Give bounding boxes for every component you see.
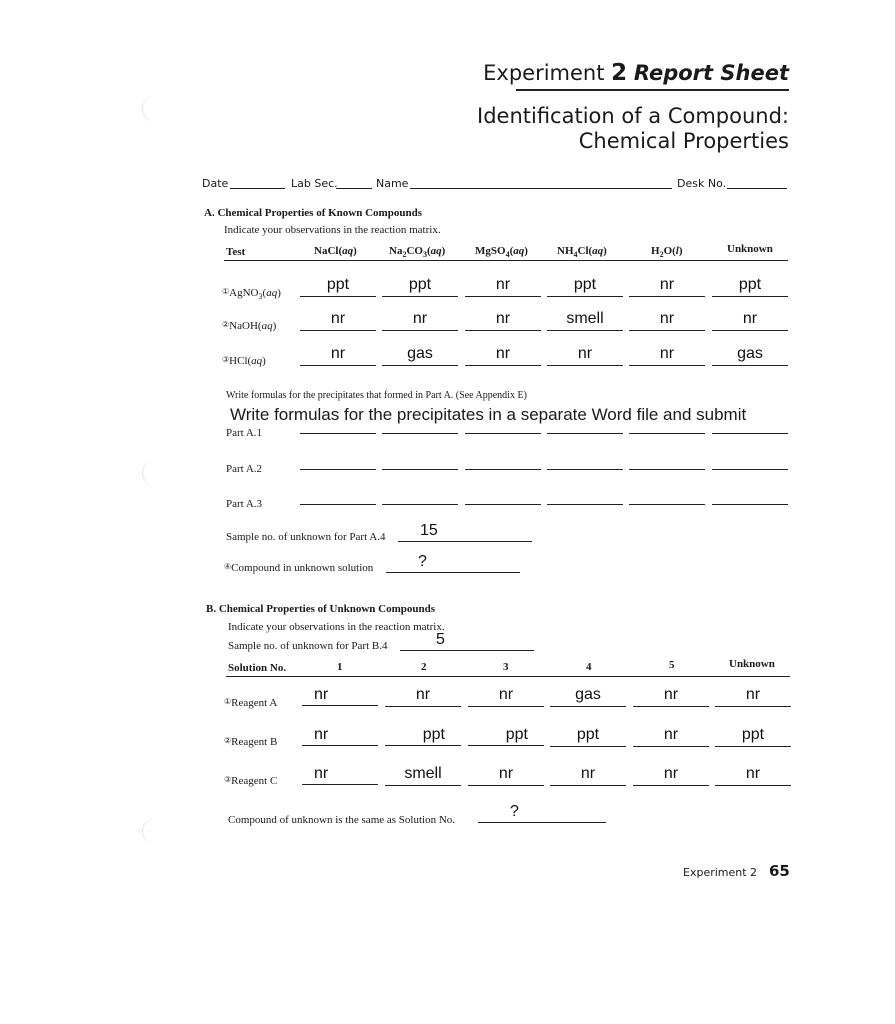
circled-number: ① — [224, 697, 232, 706]
column-header-solution: Solution No. — [228, 662, 287, 674]
part-a3-label: Part A.3 — [226, 498, 263, 510]
circled-number: ③ — [222, 355, 230, 364]
cell-a-1[interactable]: nr — [302, 686, 378, 706]
formula-blank[interactable] — [712, 433, 788, 434]
formula-blank[interactable] — [465, 469, 541, 470]
cell-hcl-unknown[interactable]: gas — [712, 345, 788, 366]
title-line-1: Identification of a Compound: — [477, 104, 789, 128]
compound-a-field[interactable]: ? — [386, 553, 520, 573]
part-a1-label: Part A.1 — [226, 427, 263, 439]
reagent-b-text: Reagent B — [231, 736, 278, 748]
row-label-reagent-a — [224, 697, 277, 709]
date-label: Date — [202, 177, 229, 190]
column-header-test: Test — [226, 246, 246, 258]
compound-b-label: Compound of unknown is the same as Solution No. — [228, 814, 456, 826]
report-sheet-label: Report Sheet — [633, 61, 789, 85]
cell-b-2[interactable]: ppt — [385, 726, 461, 746]
column-header-1: 1 — [337, 661, 343, 673]
compound-a-text: Compound in unknown solution — [231, 562, 374, 574]
formula-blank[interactable] — [300, 504, 376, 505]
column-header-5: 5 — [669, 659, 675, 671]
cell-naoh-nh4cl[interactable]: smell — [547, 310, 623, 331]
cell-agno3-unknown[interactable]: ppt — [712, 276, 788, 297]
desk-no-field[interactable] — [727, 188, 787, 189]
row-label-naoh: ②NaOH(aq) — [222, 320, 277, 332]
formula-blank[interactable] — [547, 433, 623, 434]
title-line-2: Chemical Properties — [578, 129, 789, 153]
formulas-prompt: Write formulas for the precipitates that formed in Part A. (See Appendix E) — [226, 390, 527, 401]
circled-number: ③ — [224, 775, 232, 784]
formula-blank[interactable] — [629, 433, 705, 434]
column-header-mgso4: MgSO$_4$(aq) — [475, 245, 528, 260]
formula-blank[interactable] — [300, 469, 376, 470]
part-a2-label: Part A.2 — [226, 463, 263, 475]
formula-blank[interactable] — [382, 504, 458, 505]
column-header-4: 4 — [586, 661, 592, 673]
formula-blank[interactable] — [382, 469, 458, 470]
cell-hcl-na2co3[interactable]: gas — [382, 345, 458, 366]
part-b-instruction: Indicate your observations in the reaction matrix. — [228, 621, 445, 633]
row-label-reagent-b — [224, 736, 277, 748]
circled-number: ④ — [224, 562, 232, 571]
circled-number: ② — [224, 736, 232, 745]
part-a-instruction: Indicate your observations in the reaction matrix. — [224, 224, 441, 236]
cell-hcl-h2o[interactable]: nr — [629, 345, 705, 366]
formula-blank[interactable] — [547, 469, 623, 470]
cell-c-1[interactable]: nr — [302, 765, 378, 785]
experiment-number: 2 — [611, 60, 628, 86]
cell-hcl-nacl[interactable]: nr — [300, 345, 376, 366]
row-label-hcl: ③HCl(aq) — [222, 355, 266, 367]
sample-b-label: Sample no. of unknown for Part B.4 — [228, 640, 388, 652]
cell-naoh-na2co3[interactable]: nr — [382, 310, 458, 331]
cell-b-1[interactable]: nr — [302, 726, 378, 746]
lab-sec-label: Lab Sec. — [291, 177, 338, 190]
footer-experiment: Experiment 2 — [683, 866, 758, 879]
cell-agno3-mgso4[interactable]: nr — [465, 276, 541, 297]
binder-hole — [142, 818, 169, 844]
name-label: Name — [376, 177, 409, 190]
formula-blank[interactable] — [547, 504, 623, 505]
cell-a-unknown[interactable]: nr — [715, 686, 791, 707]
cell-naoh-h2o[interactable]: nr — [629, 310, 705, 331]
column-header-2: 2 — [421, 661, 427, 673]
header-rule — [226, 676, 790, 677]
formula-blank[interactable] — [465, 433, 541, 434]
cell-b-unknown[interactable]: ppt — [715, 726, 791, 747]
cell-c-5[interactable]: nr — [633, 765, 709, 786]
circled-number: ① — [222, 287, 230, 296]
formula-blank[interactable] — [465, 504, 541, 505]
sample-b-field[interactable]: 5 — [400, 631, 534, 651]
column-header-nh4cl: $NH_4Cl(aq)$ — [557, 245, 607, 260]
column-header-3: 3 — [503, 661, 509, 673]
cell-naoh-unknown[interactable]: nr — [712, 310, 788, 331]
cell-b-5[interactable]: nr — [633, 726, 709, 747]
header-rule — [516, 89, 789, 91]
cell-hcl-nh4cl[interactable]: nr — [547, 345, 623, 366]
cell-agno3-h2o[interactable]: nr — [629, 276, 705, 297]
cell-naoh-nacl[interactable]: nr — [300, 310, 376, 331]
part-b-heading: B. Chemical Properties of Unknown Compounds — [206, 603, 435, 615]
formula-blank[interactable] — [629, 469, 705, 470]
experiment-word: Experiment — [483, 61, 605, 85]
column-header-unknown: Unknown — [727, 243, 773, 255]
date-field[interactable] — [230, 188, 285, 189]
column-header-unknown-b: Unknown — [729, 658, 775, 670]
page-number: 65 — [769, 862, 790, 880]
cell-c-3[interactable]: nr — [468, 765, 544, 786]
row-label-reagent-c — [224, 775, 277, 787]
cell-a-3[interactable]: nr — [468, 686, 544, 707]
cell-a-5[interactable]: nr — [633, 686, 709, 707]
cell-b-4[interactable]: ppt — [550, 726, 626, 747]
cell-hcl-mgso4[interactable]: nr — [465, 345, 541, 366]
header-rule — [224, 260, 788, 261]
compound-b-field[interactable]: ? — [478, 803, 606, 823]
cell-agno3-nh4cl[interactable]: ppt — [547, 276, 623, 297]
cell-a-2[interactable]: nr — [385, 686, 461, 707]
formula-blank[interactable] — [629, 504, 705, 505]
formula-blank[interactable] — [300, 433, 376, 434]
binder-hole — [142, 460, 169, 486]
formula-blank[interactable] — [712, 469, 788, 470]
binder-hole — [142, 96, 169, 122]
cell-a-4[interactable]: gas — [550, 686, 626, 707]
formula-blank[interactable] — [712, 504, 788, 505]
sample-a-field[interactable]: 15 — [398, 522, 532, 542]
sample-a-label: Sample no. of unknown for Part A.4 — [226, 531, 386, 543]
compound-a-label — [224, 562, 373, 574]
column-header-h2o: $H_2O(l)$ — [651, 245, 683, 260]
cell-c-unknown[interactable]: nr — [715, 765, 791, 786]
column-header-nacl: NaCl(aq) — [314, 245, 357, 257]
lab-sec-field[interactable] — [336, 188, 372, 189]
page-title — [477, 104, 789, 154]
name-field[interactable] — [410, 188, 672, 189]
cell-c-4[interactable]: nr — [550, 765, 626, 786]
desk-no-label: Desk No. — [677, 177, 727, 190]
reagent-c-text: Reagent C — [231, 775, 278, 787]
cell-agno3-nacl[interactable]: ppt — [300, 276, 376, 297]
column-header-na2co3: $Na_2CO_3(aq)$ — [389, 245, 446, 260]
report-header — [483, 60, 789, 86]
cell-naoh-mgso4[interactable]: nr — [465, 310, 541, 331]
cell-c-2[interactable]: smell — [385, 765, 461, 786]
cell-agno3-na2co3[interactable]: ppt — [382, 276, 458, 297]
formula-blank[interactable] — [382, 433, 458, 434]
circled-number: ② — [222, 320, 230, 329]
reagent-a-text: Reagent A — [231, 697, 278, 709]
handwritten-note: Write formulas for the precipitates in a separate Word file and submit — [230, 405, 747, 424]
row-label-agno3: ①AgNO$_3$(aq) — [222, 287, 281, 302]
part-a-heading: A. Chemical Properties of Known Compounds — [204, 207, 422, 219]
cell-b-3[interactable]: ppt — [468, 726, 544, 746]
